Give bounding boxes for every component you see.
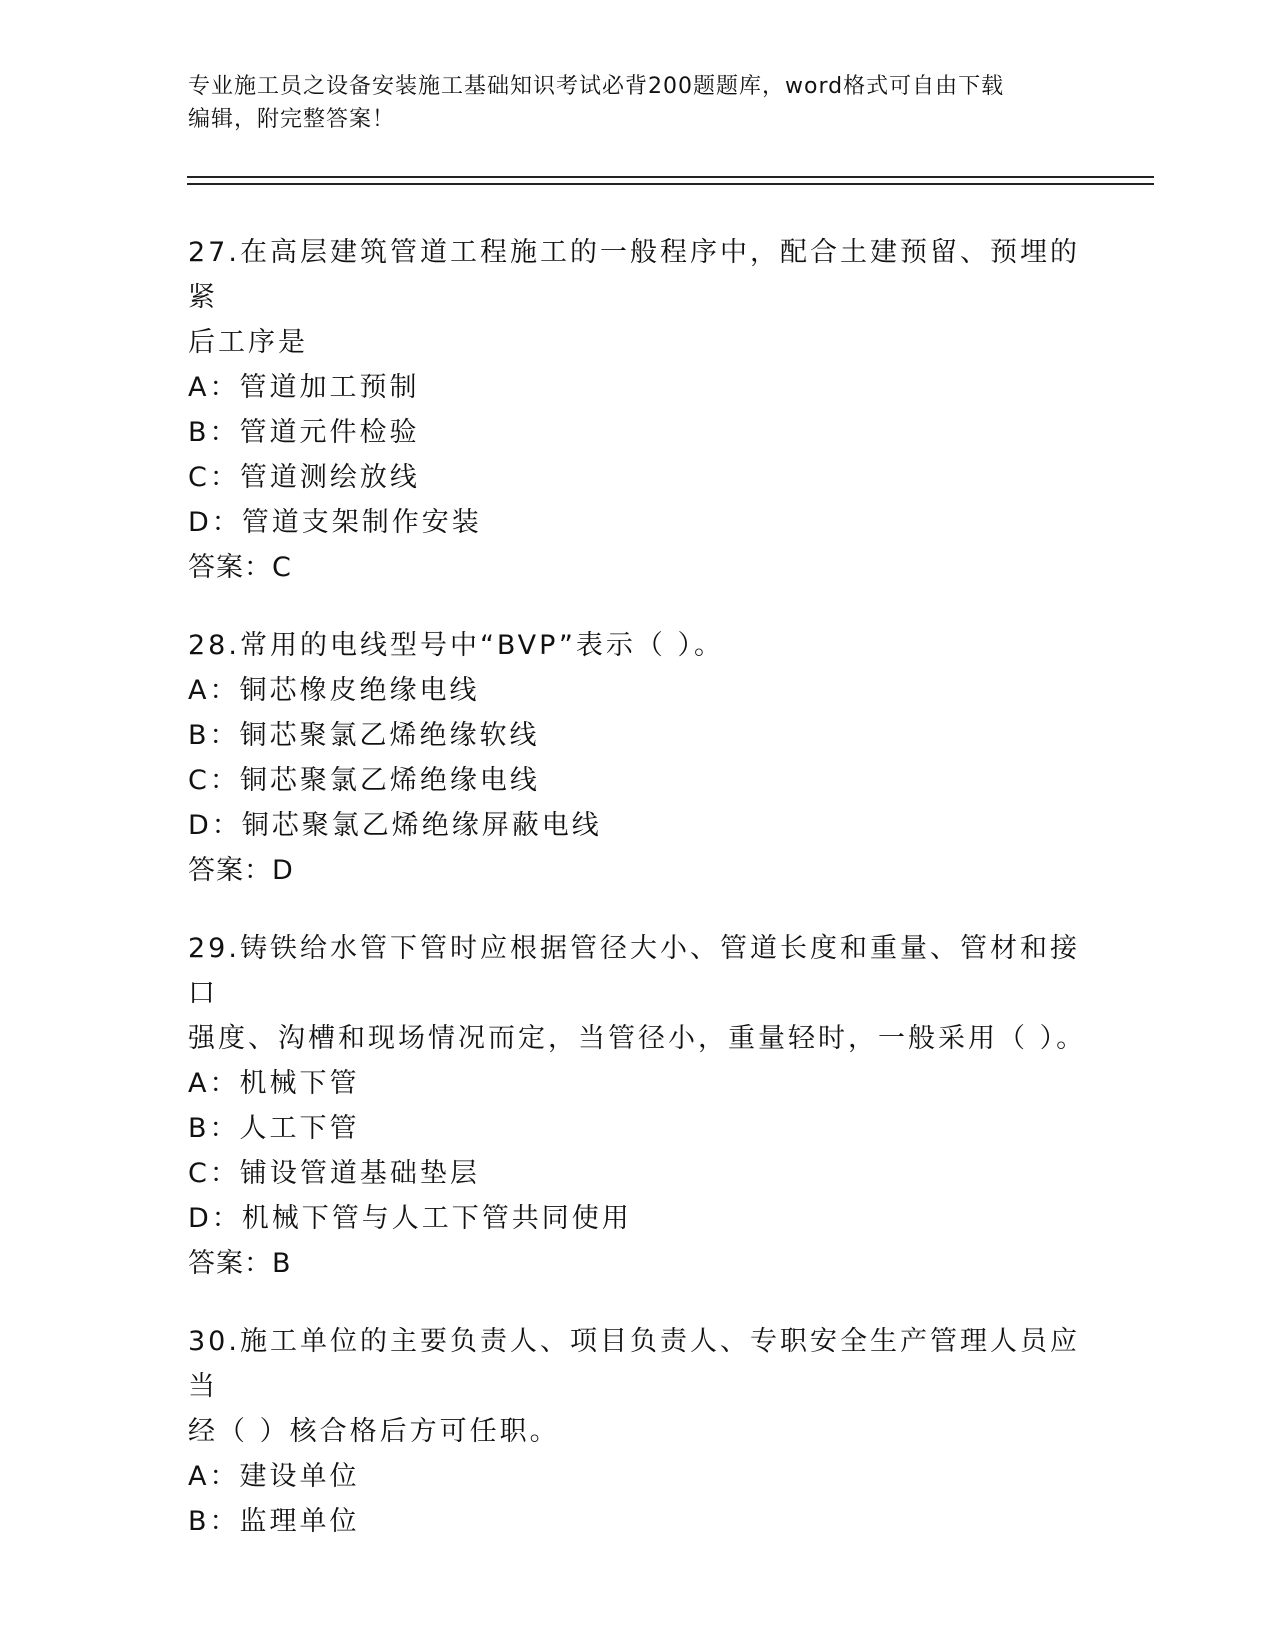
question-30: [188, 1319, 1088, 1544]
question-27: [188, 230, 1088, 591]
option-a: A：铜芯橡皮绝缘电线: [188, 675, 480, 706]
option-d: D：管道支架制作安装: [188, 507, 482, 538]
document-header: [188, 70, 1088, 136]
option-a: A：建设单位: [188, 1461, 360, 1492]
option-b: B：铜芯聚氯乙烯绝缘软线: [188, 720, 540, 751]
option-b: B：管道元件检验: [188, 417, 420, 448]
question-stem: 30.施工单位的主要负责人、项目负责人、专职安全生产管理人员应当: [188, 1326, 1080, 1402]
header-line-1: 专业施工员之设备安装施工基础知识考试必背200题题库，word格式可自由下载: [188, 74, 1005, 99]
option-b: B：监理单位: [188, 1506, 360, 1537]
question-stem: 29.铸铁给水管下管时应根据管径大小、管道长度和重量、管材和接口: [188, 933, 1080, 1009]
question-stem: 28.常用的电线型号中“BVP”表示（ ）。: [188, 630, 724, 661]
option-c: C：管道测绘放线: [188, 462, 420, 493]
question-list: [188, 230, 1088, 1576]
answer: 答案：B: [188, 1248, 292, 1279]
option-c: C：铺设管道基础垫层: [188, 1158, 480, 1189]
option-d: D：铜芯聚氯乙烯绝缘屏蔽电线: [188, 810, 602, 841]
option-b: B：人工下管: [188, 1113, 360, 1144]
header-divider-bottom: [187, 183, 1154, 185]
header-divider-top: [187, 176, 1154, 178]
answer: 答案：C: [188, 552, 292, 583]
option-c: C：铜芯聚氯乙烯绝缘电线: [188, 765, 540, 796]
question-stem-continued: 经（ ）核合格后方可任职。: [188, 1416, 560, 1447]
answer: 答案：D: [188, 855, 294, 886]
question-28: [188, 623, 1088, 894]
question-29: [188, 926, 1088, 1287]
option-d: D：机械下管与人工下管共同使用: [188, 1203, 632, 1234]
header-line-2: 编辑，附完整答案！: [188, 107, 396, 132]
question-stem-continued: 强度、沟槽和现场情况而定，当管径小，重量轻时，一般采用（ ）。: [188, 1023, 1087, 1054]
option-a: A：机械下管: [188, 1068, 360, 1099]
question-stem-continued: 后工序是: [188, 327, 308, 358]
option-a: A：管道加工预制: [188, 372, 420, 403]
question-stem: 27.在高层建筑管道工程施工的一般程序中，配合土建预留、预埋的紧: [188, 237, 1080, 313]
